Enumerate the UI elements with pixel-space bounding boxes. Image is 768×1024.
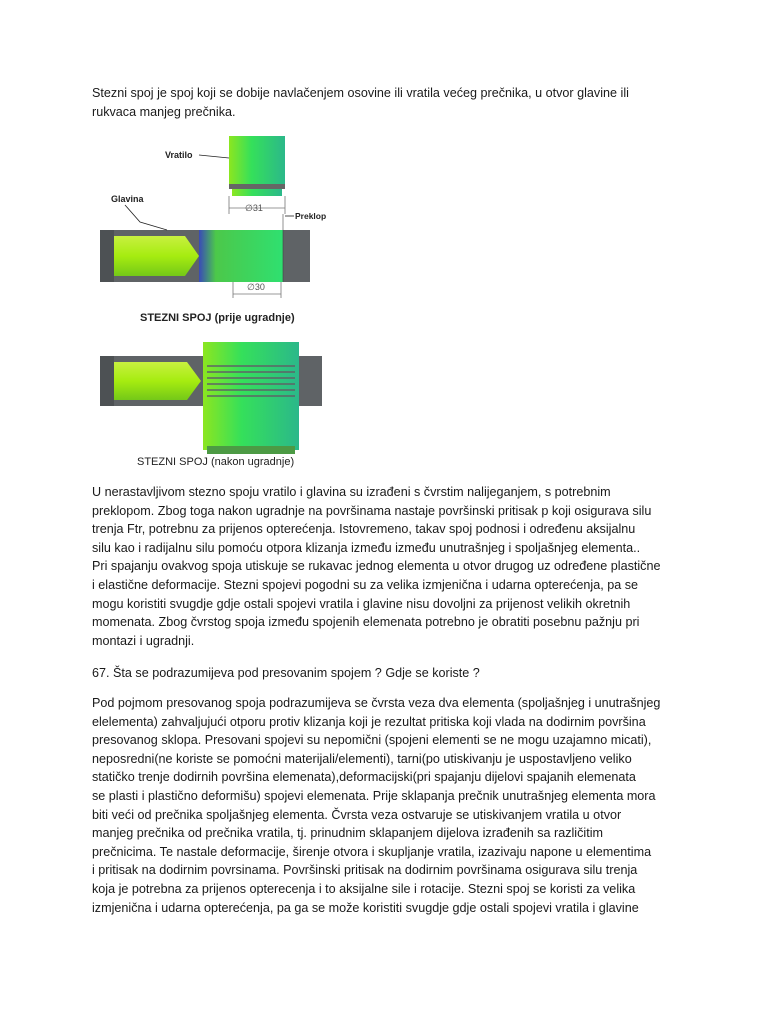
shaft-part: [203, 342, 299, 454]
text-line: se plasti i plastično deformišu) spojevi elemenata. Prije sklapanja prečnik unutrašnjeg elementa mora: [92, 788, 656, 803]
text-line: silu kao i radijalnu silu pomoću otpora klizanja između između unutrašnjeg i spoljašnjeg elementa..: [92, 540, 641, 555]
dim-bottom-label: ∅30: [247, 282, 265, 292]
hub-part: [100, 230, 310, 282]
text-line: rukvaca manjeg prečnika.: [92, 104, 236, 119]
figure2-caption: STEZNI SPOJ (nakon ugradnje): [137, 456, 295, 468]
text-line: izmjenična i udarna opterećenja, pa ga se može koristiti svugdje gdje ostali spojevi vratila i glavine: [92, 900, 639, 915]
text-line: elelementa) zahvaljujući otporu protiv klizanja koji je rezultat pritiska koji vlada na dodirnim površina: [92, 714, 646, 729]
paragraph-presovani-spoj: [92, 694, 682, 917]
text-line: mogu koristiti svugdje gdje ostali spojevi vratila i glavine nisu dovoljni za prijenost velikih okretnih: [92, 596, 631, 611]
label-vratilo: Vratilo: [165, 150, 193, 160]
text-line: Pod pojmom presovanog spoja podrazumijeva se čvrsta veza dva elementa (spoljašnjeg i unutrašnjeg: [92, 696, 661, 710]
dim-top-label: ∅31: [245, 203, 263, 213]
text-line: preklopom. Zbog toga nakon ugradnje na površinama nastaje površinski pritisak p koji osigurava silu: [92, 503, 652, 518]
intro-paragraph: [92, 84, 682, 121]
paragraph-stezni-spoj: [92, 483, 682, 650]
text-line: statičko trenje dodirnih površina elemenata),deformacijski(pri spajanju dijelovi spajanih elemenata: [92, 770, 636, 785]
label-glavina: Glavina: [111, 194, 144, 204]
figure-before-assembly: [95, 130, 335, 330]
text-line: biti veći od prečnika spoljašnjeg elementa. Čvrsta veza ostvaruje se utiskivanjem vratila u otvor: [92, 807, 622, 822]
text-line: manjeg prečnika od prečnika vratila, tj. prinudnim sklapanjem dijelova izrađenih sa različitim: [92, 826, 603, 841]
text-line: i elastične deformacije. Stezni spojevi pogodni su za velika izmjenična i udarna opterećenja, pa se: [92, 577, 639, 592]
text-line: prečnicima. Te nastale deformacije, širenje otvora i skupljanje vratila, izazivaju napone u elementima: [92, 844, 652, 859]
text-line: Pri spajanju ovakvog spoja utiskuje se rukavac jednog elementa u otvor drugog uz određene plastične: [92, 559, 661, 574]
question-heading: 67. Šta se podrazumijeva pod presovanim spojem ? Gdje se koriste ?: [92, 666, 480, 680]
shaft-part: [229, 136, 285, 196]
text-line: U nerastavljivom stezno spoju vratilo i glavina su izrađeni s čvrstim nalijeganjem, s potrebnim: [92, 485, 611, 499]
text-line: presovanog sklopa. Presovani spojevi su nepomični (spojeni elementi se ne mogu uzajamno micati),: [92, 733, 652, 748]
text-line: momenata. Zbog čvrstog spoja između spojenih elemenata potrebno je obratiti posebnu pažnju pri: [92, 615, 640, 630]
text-line: i pritisak na dodirnim povrsinama. Površinski pritisak na dodirnim površinama osigurava silu trenja: [92, 863, 638, 878]
figure1-caption: STEZNI SPOJ (prije ugradnje): [140, 312, 295, 324]
text-line: neposredni(ne koriste se pomoćni materijali/elementi), tarni(po utiskivanju je uspostavljeno veliko: [92, 751, 632, 766]
text-line: montazi i ugradnji.: [92, 633, 195, 648]
label-preklop: Preklop: [295, 211, 327, 221]
text-line: Stezni spoj je spoj koji se dobije navlačenjem osovine ili vratila većeg prečnika, u otvor glavine ili: [92, 86, 629, 100]
figure-after-assembly: [95, 338, 335, 458]
text-line: trenja Ftr, potrebnu za prijenos opterećenja. Istovremeno, takav spoj podnosi i određenu aksijalnu: [92, 522, 636, 537]
text-line: koja je potrebna za prijenos opterecenja i to aksijalne sile i rotacije. Stezni spoj se koristi za velika: [92, 881, 636, 896]
